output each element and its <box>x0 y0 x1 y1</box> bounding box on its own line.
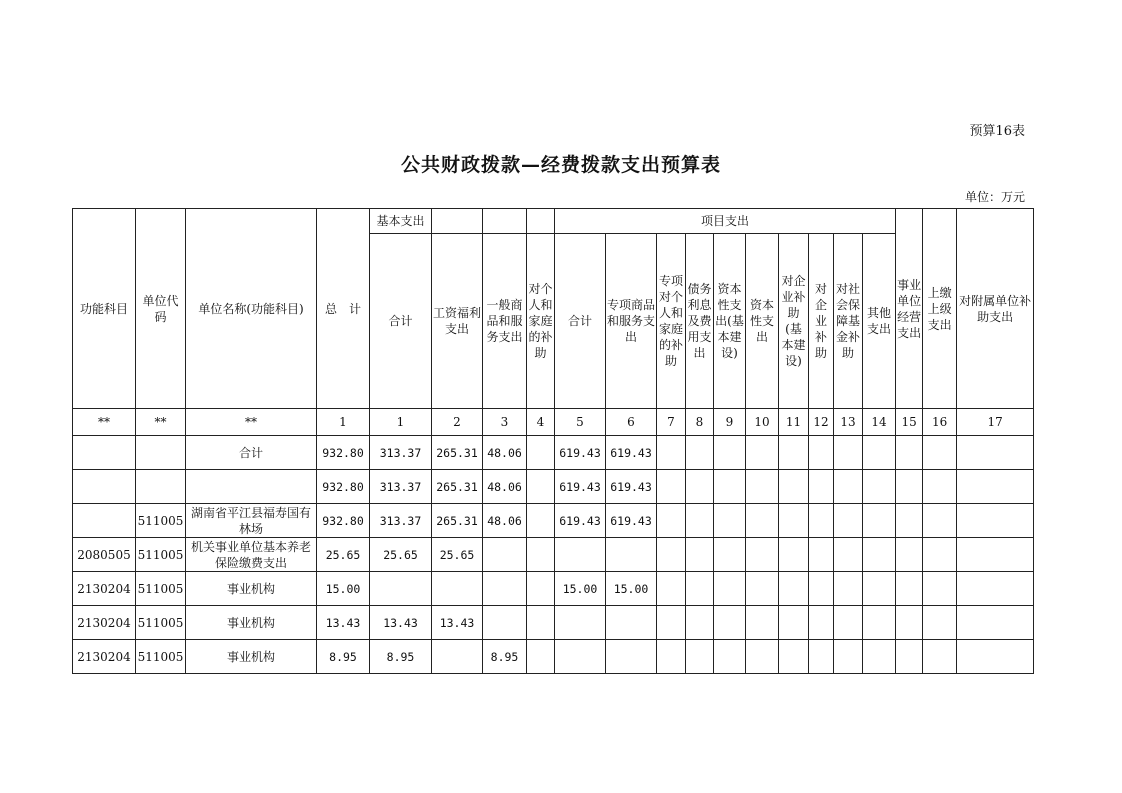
table-cell: 25.65 <box>432 538 483 572</box>
table-cell <box>657 538 686 572</box>
table-cell <box>863 538 896 572</box>
table-cell: 25.65 <box>317 538 370 572</box>
table-cell <box>714 504 746 538</box>
table-cell <box>555 538 606 572</box>
table-cell <box>834 640 863 674</box>
table-cell <box>779 538 809 572</box>
table-cell: 13.43 <box>432 606 483 640</box>
header-capital-build: 资本性支出(基本建设) <box>714 234 746 409</box>
table-cell <box>714 538 746 572</box>
header-subsidiary: 对附属单位补助支出 <box>957 209 1034 409</box>
table-cell: 932.80 <box>317 436 370 470</box>
table-cell <box>686 606 714 640</box>
table-cell: 15.00 <box>317 572 370 606</box>
table-cell <box>432 572 483 606</box>
table-cell: 机关事业单位基本养老保险缴费支出 <box>186 538 317 572</box>
table-cell: 48.06 <box>483 436 527 470</box>
table-cell: 511005 <box>136 538 186 572</box>
table-cell <box>896 572 923 606</box>
header-enterprise: 对企业补助 <box>809 234 834 409</box>
table-cell <box>73 504 136 538</box>
table-cell <box>746 538 779 572</box>
table-cell <box>186 470 317 504</box>
table-cell <box>809 606 834 640</box>
table-cell: 511005 <box>136 504 186 538</box>
table-cell <box>686 572 714 606</box>
header-unit-code: 单位代码 <box>136 209 186 409</box>
table-cell <box>370 572 432 606</box>
table-cell <box>527 572 555 606</box>
header-func-code: 功能科目 <box>73 209 136 409</box>
table-cell: 932.80 <box>317 504 370 538</box>
table-cell <box>779 436 809 470</box>
table-cell <box>527 436 555 470</box>
table-cell <box>834 572 863 606</box>
index-cell: 17 <box>957 409 1034 436</box>
table-cell <box>73 436 136 470</box>
table-cell: 932.80 <box>317 470 370 504</box>
table-row <box>73 470 1034 504</box>
table-cell: 8.95 <box>317 640 370 674</box>
table-cell <box>957 572 1034 606</box>
table-cell <box>809 538 834 572</box>
table-cell <box>779 504 809 538</box>
table-row <box>73 436 1034 470</box>
index-cell: 3 <box>483 409 527 436</box>
table-cell <box>606 606 657 640</box>
table-cell: 2080505 <box>73 538 136 572</box>
table-cell <box>863 606 896 640</box>
table-cell: 511005 <box>136 640 186 674</box>
table-cell: 15.00 <box>606 572 657 606</box>
table-cell: 8.95 <box>483 640 527 674</box>
index-cell: 10 <box>746 409 779 436</box>
table-cell <box>779 606 809 640</box>
table-cell <box>555 640 606 674</box>
index-cell: 1 <box>370 409 432 436</box>
table-cell <box>657 436 686 470</box>
header-upper: 上缴上级支出 <box>923 209 957 409</box>
index-cell: 1 <box>317 409 370 436</box>
table-cell: 313.37 <box>370 470 432 504</box>
table-row <box>73 504 1034 538</box>
table-cell <box>779 572 809 606</box>
index-cell: ** <box>136 409 186 436</box>
index-cell: 6 <box>606 409 657 436</box>
table-cell <box>657 470 686 504</box>
index-cell: ** <box>73 409 136 436</box>
table-cell <box>896 470 923 504</box>
table-cell: 619.43 <box>555 470 606 504</box>
table-cell <box>746 504 779 538</box>
table-cell <box>923 640 957 674</box>
index-cell: 4 <box>527 409 555 436</box>
table-cell <box>657 572 686 606</box>
table-cell <box>686 470 714 504</box>
header-row-top <box>73 209 1034 234</box>
table-cell <box>863 504 896 538</box>
table-row <box>73 606 1034 640</box>
column-index-row <box>73 409 1034 436</box>
table-cell <box>957 606 1034 640</box>
table-cell <box>73 470 136 504</box>
header-basic-sum: 合计 <box>370 234 432 409</box>
table-cell <box>834 504 863 538</box>
header-proj-personal: 专项对个人和家庭的补助 <box>657 234 686 409</box>
table-cell: 265.31 <box>432 436 483 470</box>
table-cell <box>136 436 186 470</box>
table-cell <box>863 470 896 504</box>
table-cell: 511005 <box>136 572 186 606</box>
table-cell: 13.43 <box>317 606 370 640</box>
table-cell <box>483 538 527 572</box>
index-cell: 13 <box>834 409 863 436</box>
table-cell: 合计 <box>186 436 317 470</box>
table-cell <box>863 572 896 606</box>
table-number-label: 预算16表 <box>969 124 1025 139</box>
table-cell <box>923 538 957 572</box>
table-cell <box>923 436 957 470</box>
table-cell <box>657 606 686 640</box>
header-proj-goods: 专项商品和服务支出 <box>606 234 657 409</box>
table-cell: 313.37 <box>370 436 432 470</box>
table-cell: 15.00 <box>555 572 606 606</box>
table-cell: 619.43 <box>606 470 657 504</box>
table-cell <box>555 606 606 640</box>
table-cell <box>714 572 746 606</box>
table-cell: 8.95 <box>370 640 432 674</box>
table-cell <box>686 504 714 538</box>
index-cell: 15 <box>896 409 923 436</box>
table-cell <box>923 504 957 538</box>
header-social: 对社会保障基金补助 <box>834 234 863 409</box>
table-cell <box>896 538 923 572</box>
table-cell <box>779 640 809 674</box>
index-cell: 11 <box>779 409 809 436</box>
table-cell: 13.43 <box>370 606 432 640</box>
table-cell <box>527 640 555 674</box>
table-cell <box>657 640 686 674</box>
table-cell <box>809 436 834 470</box>
table-cell <box>834 606 863 640</box>
header-blank-2 <box>483 209 527 234</box>
table-cell: 619.43 <box>606 504 657 538</box>
index-cell: ** <box>186 409 317 436</box>
table-cell <box>809 504 834 538</box>
table-cell <box>834 436 863 470</box>
table-cell <box>527 606 555 640</box>
header-other: 其他支出 <box>863 234 896 409</box>
table-cell <box>136 470 186 504</box>
page-title: 公共财政拨款—经费拨款支出预算表 <box>400 154 721 176</box>
table-cell <box>923 606 957 640</box>
table-cell <box>606 640 657 674</box>
table-cell <box>714 436 746 470</box>
table-cell <box>686 538 714 572</box>
table-cell <box>863 640 896 674</box>
budget-table <box>72 208 1034 674</box>
header-unit-name: 单位名称(功能科目) <box>186 209 317 409</box>
table-cell <box>714 606 746 640</box>
table-row <box>73 538 1034 572</box>
table-cell: 事业机构 <box>186 640 317 674</box>
table-cell <box>779 470 809 504</box>
table-cell: 2130204 <box>73 606 136 640</box>
table-cell <box>896 606 923 640</box>
header-proj-sum: 合计 <box>555 234 606 409</box>
header-business: 事业单位经营支出 <box>896 209 923 409</box>
table-cell: 313.37 <box>370 504 432 538</box>
table-cell <box>834 470 863 504</box>
table-cell <box>527 504 555 538</box>
table-cell: 湖南省平江县福寿国有林场 <box>186 504 317 538</box>
table-cell <box>714 470 746 504</box>
table-cell <box>483 606 527 640</box>
table-cell <box>957 504 1034 538</box>
index-cell: 9 <box>714 409 746 436</box>
table-cell <box>809 640 834 674</box>
table-cell <box>432 640 483 674</box>
table-row <box>73 640 1034 674</box>
index-cell: 8 <box>686 409 714 436</box>
header-basic-group: 基本支出 <box>370 209 432 234</box>
index-cell: 2 <box>432 409 483 436</box>
header-personal: 对个人和家庭的补助 <box>527 234 555 409</box>
table-cell: 265.31 <box>432 504 483 538</box>
table-body <box>73 209 1034 674</box>
table-cell: 619.43 <box>555 436 606 470</box>
table-cell <box>657 504 686 538</box>
table-cell <box>896 436 923 470</box>
header-wages: 工资福利支出 <box>432 234 483 409</box>
unit-label: 单位：万元 <box>964 190 1025 204</box>
table-cell: 48.06 <box>483 504 527 538</box>
table-cell <box>606 538 657 572</box>
table-cell: 25.65 <box>370 538 432 572</box>
table-cell <box>923 470 957 504</box>
header-blank-3 <box>527 209 555 234</box>
index-cell: 7 <box>657 409 686 436</box>
table-cell <box>896 504 923 538</box>
table-cell <box>957 538 1034 572</box>
table-cell: 48.06 <box>483 470 527 504</box>
table-cell: 619.43 <box>606 436 657 470</box>
table-cell <box>714 640 746 674</box>
table-cell <box>957 640 1034 674</box>
table-cell: 619.43 <box>555 504 606 538</box>
table-cell: 511005 <box>136 606 186 640</box>
header-goods: 一般商品和服务支出 <box>483 234 527 409</box>
table-cell <box>746 470 779 504</box>
table-cell <box>483 572 527 606</box>
header-total: 总 计 <box>317 209 370 409</box>
table-cell <box>746 572 779 606</box>
table-cell: 事业机构 <box>186 572 317 606</box>
table-cell <box>527 470 555 504</box>
table-cell <box>896 640 923 674</box>
table-cell <box>809 572 834 606</box>
table-row <box>73 572 1034 606</box>
table-cell: 2130204 <box>73 640 136 674</box>
table-cell: 事业机构 <box>186 606 317 640</box>
table-cell <box>686 640 714 674</box>
table-cell <box>834 538 863 572</box>
table-cell <box>923 572 957 606</box>
header-blank-1 <box>432 209 483 234</box>
index-cell: 5 <box>555 409 606 436</box>
table-cell: 2130204 <box>73 572 136 606</box>
header-capital: 资本性支出 <box>746 234 779 409</box>
table-cell <box>527 538 555 572</box>
table-cell <box>686 436 714 470</box>
header-project-group: 项目支出 <box>555 209 896 234</box>
table-cell <box>957 470 1034 504</box>
table-cell <box>809 470 834 504</box>
table-cell <box>863 436 896 470</box>
table-cell <box>746 436 779 470</box>
index-cell: 16 <box>923 409 957 436</box>
table-cell <box>957 436 1034 470</box>
header-debt: 债务利息及费用支出 <box>686 234 714 409</box>
index-cell: 12 <box>809 409 834 436</box>
table-cell <box>746 640 779 674</box>
table-cell: 265.31 <box>432 470 483 504</box>
header-enterprise-build: 对企业补助(基本建设) <box>779 234 809 409</box>
index-cell: 14 <box>863 409 896 436</box>
table-cell <box>746 606 779 640</box>
